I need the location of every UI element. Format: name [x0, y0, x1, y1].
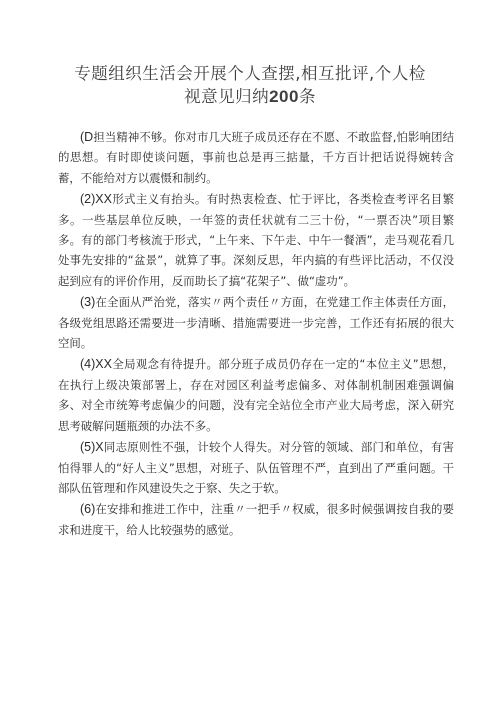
title-line-2-text: 视意见归纳	[184, 87, 270, 106]
document-title-line-2	[40, 83, 460, 107]
paragraph-lead: (2)XX	[80, 192, 112, 207]
paragraph-text: 在全面从严治党，落实〃两个责任〃方面，在党建工作主体责任方面，各级党组思路还需要进一步清晰、措施需要进一步完善，工作还有拓展的很大空间。	[58, 295, 454, 351]
paragraph-lead: (4)XX	[80, 357, 112, 372]
paragraph-text: 全局观念有待提升。部分班子成员仍存在一定的“本位主义”思想，在执行上级决策部署上，存在对园区利益考虑偏多、对体制机制困难强调偏多、对全市统筹考虑偏少的问题，没有完全站位全市产业大局考虑，深入研究思考破解问题瓶颈的办法不多。	[58, 357, 454, 433]
paragraph-2	[58, 189, 454, 291]
paragraph-text: 形式主义有抬头。有时热衷检查、忙于评比，各类检查考评名目繁多。一些基层单位反映，一年签的责任状就有二三十份，“一票否决”项目繁多。有的部门考核流于形式，“上午来、下午走、中午一餐酒”，走马观花看几处事先安排的“盆景”，就算了事。深刻反思，年内搞的有些评比活动，不仅没起到应有的评价作用，反而助长了搞“花架子”、做“虚功”。	[58, 192, 454, 288]
paragraph-text: 在安排和推进工作中，注重〃一把手〃权威，很多时候强调按自我的要求和进度干，给人比较强势的感觉。	[58, 502, 454, 537]
paragraph-6	[58, 499, 454, 540]
document-body	[58, 127, 454, 541]
paragraph-5	[58, 437, 454, 498]
title-line-2-suffix: 条	[298, 87, 316, 106]
paragraph-3	[58, 292, 454, 353]
paragraph-lead: (6)	[80, 502, 96, 517]
paragraph-lead: (3)	[80, 295, 96, 310]
paragraph-text: 同志原则性不强，计较个人得失。对分管的领域、部门和单位，有害怕得罪人的“好人主义”思想，对班子、队伍管理不严，直到出了严重问题。干部队伍管理和作风建设失之于察、失之于软。	[58, 440, 454, 495]
paragraph-1	[58, 127, 454, 188]
title-count: 200	[269, 87, 299, 106]
title-line-1: 专题组织生活会开展个人查摆,相互批评,个人检	[74, 64, 426, 83]
paragraph-text: 担当精神不够。你对市几大班子成员还存在不愿、不敢监督,怕影响团结的思想。有时即使谈问题，事前也总是再三掂量，千方百计把话说得婉转含蓄，不能给对方以震慑和制约。	[58, 130, 454, 185]
document-title	[40, 60, 460, 84]
paragraph-4	[58, 354, 454, 436]
paragraph-lead: (5)X	[80, 440, 104, 455]
paragraph-lead: (D	[80, 130, 94, 144]
